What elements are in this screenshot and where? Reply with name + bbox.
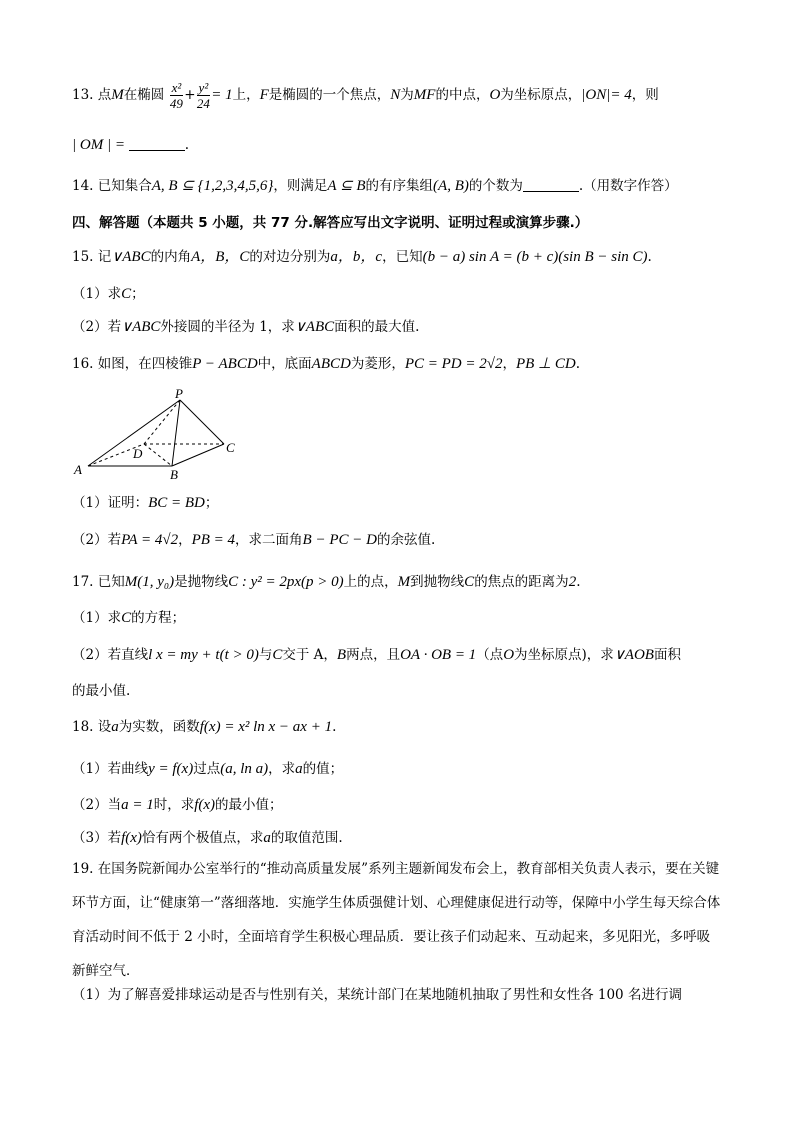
q15-text: 的内角: [150, 249, 192, 265]
edge-DB: [144, 444, 172, 466]
q15-tri: ∨ABC: [121, 319, 161, 335]
q15-formula: (b − a) sin A = (b + c)(sin B − sin C): [422, 249, 648, 265]
q17-dot-product: OA · OB = 1: [400, 647, 477, 663]
q15-text: ；: [131, 286, 145, 302]
q18-part1: [72, 760, 343, 778]
q17-stem: [72, 573, 580, 591]
q13-eq: = 1: [211, 87, 233, 103]
frac-den: 49: [169, 96, 183, 111]
q13-M: M: [111, 87, 124, 103]
q16-text: ，求二面角: [235, 532, 303, 548]
q16-text: ；: [204, 495, 219, 511]
q15-text: （2）若: [72, 319, 122, 335]
q18-text: 为实数，函数: [118, 719, 200, 735]
q16-cond: PB = 4: [191, 532, 236, 548]
q13-OM: | OM | =: [72, 137, 129, 153]
q16-text: 为菱形，: [350, 356, 405, 372]
q16-text: ，: [502, 356, 516, 372]
q18-text: 18. 设: [72, 719, 112, 735]
q18-a: a: [295, 761, 303, 777]
q18-text: （3）若: [72, 830, 122, 846]
q17-text: 面积: [653, 647, 681, 663]
q18-text: ，求: [268, 761, 296, 777]
q15-angles: A，B，C: [191, 249, 250, 265]
q18-text: 的最小值；: [215, 797, 283, 813]
q17-tri: ∨AOB: [613, 647, 654, 663]
q17-part2: [72, 646, 681, 664]
q18-text: 过点: [193, 761, 221, 777]
q16-cond: PB ⊥ CD: [515, 356, 576, 372]
q17-text: 为坐标原点)，求: [514, 647, 614, 663]
q18-f: f(x): [194, 797, 216, 813]
q17-point: M(1, y₀): [124, 574, 175, 590]
q16-pyramid: P − ABCD: [192, 356, 258, 372]
q13-line1: [72, 80, 659, 111]
q14-text: ，则满足: [273, 178, 328, 194]
q18-a: a: [111, 719, 119, 735]
q15-text: .: [647, 249, 652, 265]
q17-B: B: [336, 647, 347, 663]
q17-line-eq: l x = my + t(t > 0): [148, 647, 259, 663]
q18-text: （2）当: [72, 797, 122, 813]
q18-part2: [72, 796, 283, 814]
answer-blank[interactable]: [129, 136, 185, 151]
frac-num: x²: [171, 80, 182, 95]
q18-text: （1）若曲线: [72, 761, 149, 777]
q18-text: 时，求: [153, 797, 195, 813]
q17-M: M: [397, 574, 411, 590]
q16-angle: B − PC − D: [302, 532, 377, 548]
edge-PC: [180, 400, 224, 444]
q17-C: C: [272, 647, 283, 663]
q17-text: 到抛物线: [410, 574, 465, 590]
q17-text: 17. 已知: [72, 574, 125, 590]
q17-text: 的焦点的距离为: [474, 574, 569, 590]
q15-text: 的对边分别为: [249, 249, 331, 265]
q13-text: 的中点，: [435, 87, 490, 103]
q16-formula: BC = BD: [148, 495, 205, 511]
q18-point: (a, ln a): [220, 761, 269, 777]
q16-cond: PA = 4√2: [121, 532, 179, 548]
q14-text: 的有序集组: [365, 178, 434, 194]
q13-line2: [72, 136, 189, 154]
q14-prefix: 14. 已知集合: [72, 178, 152, 194]
q18-a: a: [263, 830, 271, 846]
q13-text: 上，: [232, 87, 260, 103]
q17-text: 是抛物线: [174, 574, 229, 590]
plus-sign: +: [184, 87, 196, 103]
q19-part1: （1）为了解喜爱排球运动是否与性别有关，某统计部门在某地随机抽取了男性和女性各 100 名进行调: [72, 987, 682, 1003]
q18-curve: y = f(x): [148, 761, 194, 777]
q17-text: 的最小值.: [72, 683, 131, 699]
q15-stem: [72, 248, 652, 266]
q17-text: 与: [258, 647, 273, 663]
q16-text: 16. 如图，在四棱锥: [72, 356, 193, 372]
q15-tri: ∨ABC: [111, 249, 151, 265]
q13-O: O: [489, 87, 501, 103]
q16-text: 的余弦值.: [376, 532, 436, 548]
pyramid-figure: [72, 388, 252, 480]
q17-var: C: [121, 610, 132, 626]
q13-prefix: 13. 点: [72, 87, 112, 103]
q13-MF: MF: [413, 87, 436, 103]
q17-text: 上的点，: [343, 574, 398, 590]
section-heading: 四、解答题（本题共 5 小题，共 77 分.解答应写出文字说明、证明过程或演算步骤.）: [72, 215, 589, 231]
label-P: P: [175, 388, 183, 401]
q18-cond: a = 1: [121, 797, 154, 813]
edge-BC: [172, 444, 224, 466]
q13-text: 为: [400, 87, 414, 103]
q15-var: C: [121, 286, 132, 302]
q17-text: 的方程；: [131, 610, 186, 626]
q14-line: [72, 177, 678, 195]
q14-text: .（用数字作答）: [578, 178, 678, 194]
q14-text: 的个数为: [468, 178, 523, 194]
q17-text: 交于 A，: [282, 647, 337, 663]
q14-sets: A, B ⊆ {1,2,3,4,5,6}: [151, 178, 274, 194]
q17-part1: [72, 609, 185, 627]
q18-text: 的值；: [302, 761, 344, 777]
q13-frac-x: [170, 80, 184, 111]
q15-text: 外接圆的半径为 1，求: [160, 319, 295, 335]
q18-stem: [72, 718, 336, 736]
q13-ON: |ON|= 4: [581, 87, 632, 103]
q15-part2: [72, 318, 419, 336]
q17-curve: C : y² = 2px(p > 0): [228, 574, 344, 590]
q15-text: ，已知: [382, 249, 423, 265]
q16-text: （1）证明：: [72, 495, 149, 511]
q15-tri: ∨ABC: [294, 319, 335, 335]
q16-cond: PC = PD = 2√2: [404, 356, 503, 372]
q15-part1: [72, 285, 145, 303]
q13-text: .: [184, 137, 189, 153]
q18-text: .: [332, 719, 337, 735]
q13-F: F: [259, 87, 269, 103]
q16-text: .: [575, 356, 581, 372]
q13-text: ，则: [631, 87, 659, 103]
q15-text: 面积的最大值.: [334, 319, 420, 335]
frac-den: 24: [196, 96, 210, 111]
label-B: B: [170, 467, 178, 480]
q18-text: 的取值范围.: [270, 830, 343, 846]
q15-text: （1）求: [72, 286, 122, 302]
frac-num: y²: [198, 80, 209, 95]
answer-blank[interactable]: [523, 177, 579, 192]
q16-text: （2）若: [72, 532, 122, 548]
q17-part2-cont: [72, 682, 130, 700]
q14-cond: A ⊆ B: [327, 178, 366, 194]
q19-paragraph: 19. 在国务院新闻办公室举行的“推动高质量发展”系列主题新闻发布会上，教育部相关负责人表示，要在关键环节方面，让“健康第一”落细落地．实施学生体质强健计划、心理健康促进行动等，保障中小学生每天综合体育活动时间不低于 2 小时，全面培育学生积极心理品质．要让孩子们动起来、互动起来，多见阳光，多呼吸新鲜空气．: [72, 861, 721, 979]
q13-text: 为坐标原点，: [500, 87, 582, 103]
q17-O: O: [503, 647, 515, 663]
q18-func: f(x) = x² ln x − ax + 1: [199, 719, 333, 735]
q16-part1: [72, 494, 218, 512]
q13-N: N: [390, 87, 401, 103]
q16-text: 中，底面: [257, 356, 312, 372]
q18-part3: [72, 829, 343, 847]
q15-sides: a，b，c: [330, 249, 383, 265]
q16-part2: [72, 531, 435, 549]
q18-text: 恰有两个极值点，求: [141, 830, 264, 846]
q17-text: （2）若直线: [72, 647, 149, 663]
q15-text: 15. 记: [72, 249, 112, 265]
q16-base: ABCD: [311, 356, 351, 372]
q13-text: 在椭圆: [123, 87, 165, 103]
q13-frac-y: [197, 80, 211, 111]
q14-pair: (A, B): [433, 178, 469, 194]
label-D: D: [133, 446, 143, 461]
q17-text: （1）求: [72, 610, 122, 626]
label-C: C: [226, 440, 235, 455]
q17-text: .: [576, 574, 581, 590]
q18-f: f(x): [121, 830, 142, 846]
q16-text: ，: [178, 532, 192, 548]
q17-C: C: [464, 574, 475, 590]
q17-text: （点: [476, 647, 504, 663]
edge-PB: [172, 400, 180, 466]
q16-stem: [72, 355, 580, 373]
q17-dist: 2: [568, 574, 577, 590]
q13-text: 是椭圆的一个焦点，: [268, 87, 391, 103]
q17-text: 两点，且: [346, 647, 401, 663]
label-A: A: [74, 462, 82, 477]
